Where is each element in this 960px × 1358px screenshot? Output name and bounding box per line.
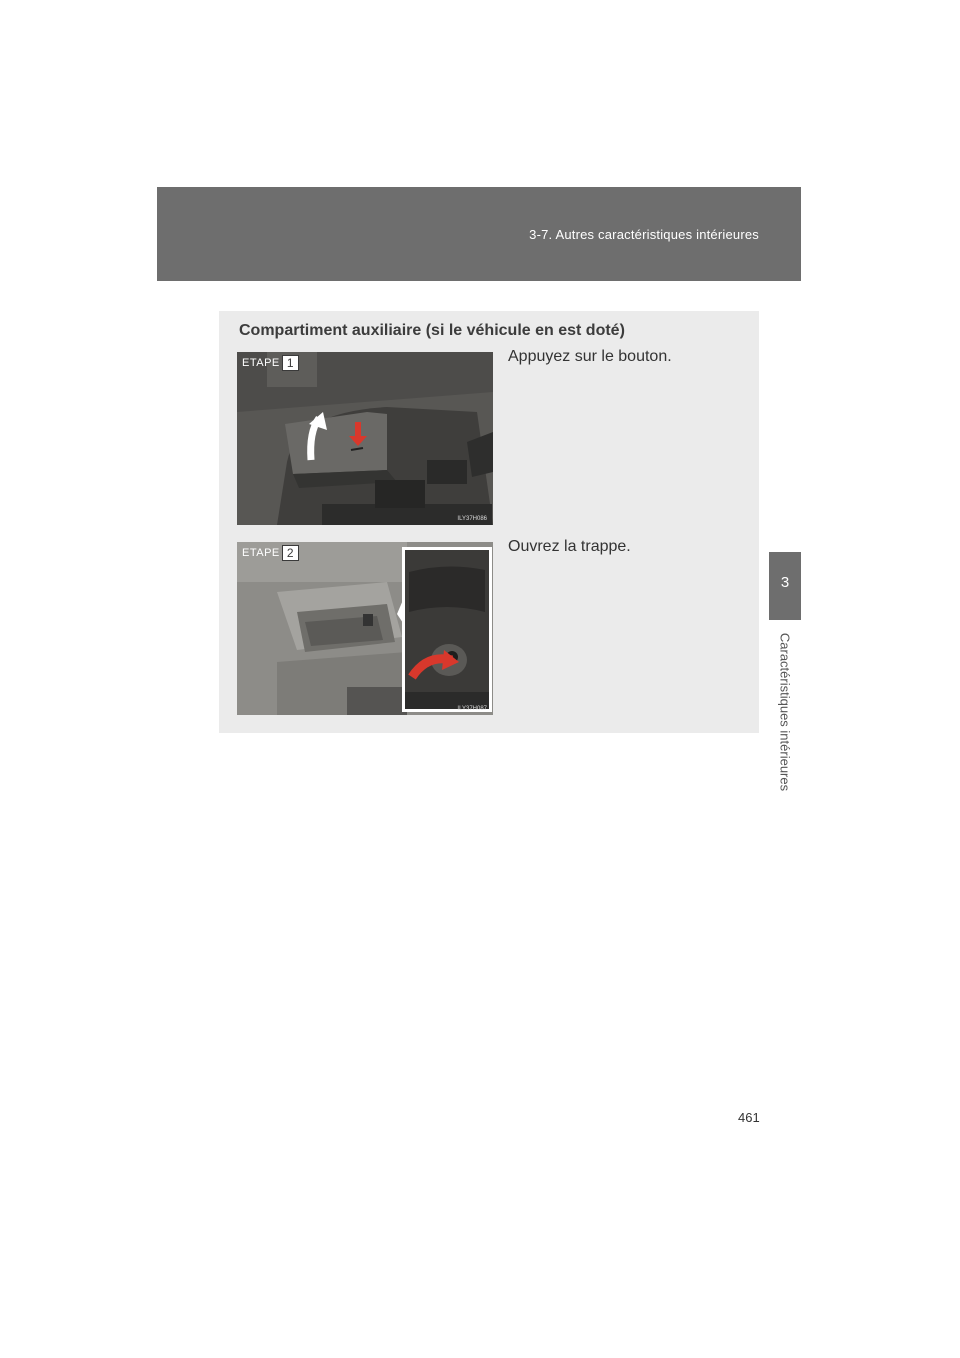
chapter-header — [157, 187, 801, 281]
chapter-tab — [769, 552, 801, 620]
step-1-photo — [237, 352, 493, 525]
step-2-photo — [237, 542, 493, 715]
content-box — [219, 311, 759, 733]
chapter-title: 3-7. Autres caractéristiques intérieures — [529, 227, 759, 242]
page-number: 461 — [738, 1110, 760, 1125]
chapter-tab-number: 3 — [780, 574, 790, 591]
section-title: Compartiment auxiliaire (si le véhicule en est doté) — [239, 322, 625, 339]
step-1-badge-word: ETAPE — [242, 357, 280, 369]
step-1-badge-number: 1 — [282, 355, 299, 371]
step-2-text: Ouvrez la trappe. — [508, 538, 631, 555]
dashboard-button-illustration — [237, 352, 493, 525]
step-2-badge — [240, 545, 299, 561]
chapter-side-label: Caractéristiques intérieures — [777, 632, 793, 792]
step-1-image-code: ILY37H086 — [457, 516, 487, 522]
step-2-badge-word: ETAPE — [242, 547, 280, 559]
step-1-text: Appuyez sur le bouton. — [508, 348, 672, 365]
step-2-image-code: ILY37H087 — [457, 706, 487, 712]
open-compartment-illustration — [237, 542, 493, 715]
step-1-badge — [240, 355, 299, 371]
step-2-badge-number: 2 — [282, 545, 299, 561]
